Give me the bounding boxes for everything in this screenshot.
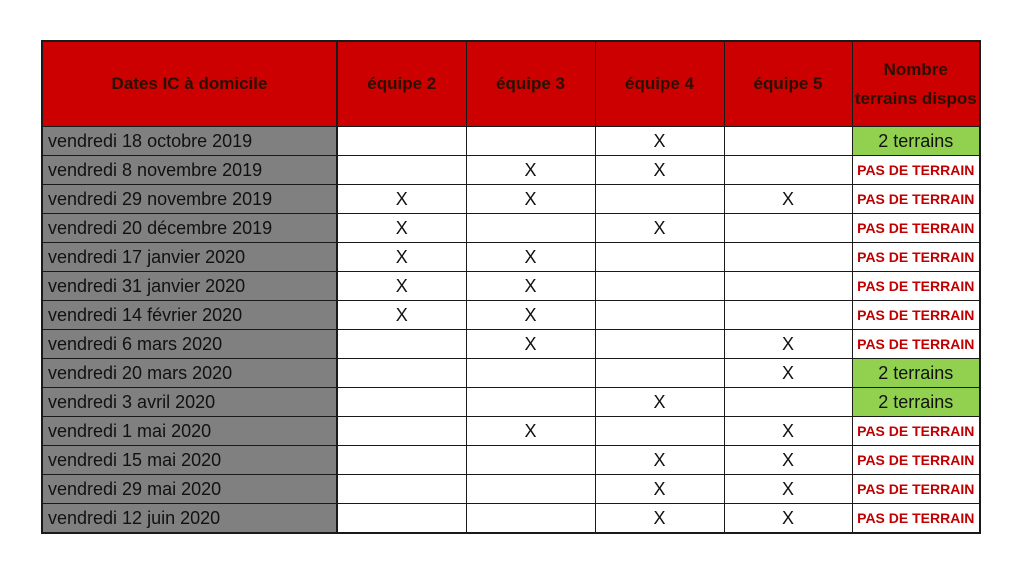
table-row — [42, 475, 980, 504]
table-row — [42, 214, 980, 243]
team-5-mark — [724, 301, 852, 330]
field-count-cell: PAS DE TERRAIN — [852, 504, 980, 534]
team-3-mark — [466, 214, 595, 243]
date-cell: vendredi 12 juin 2020 — [42, 504, 337, 534]
team-3-mark: X — [466, 417, 595, 446]
team-5-mark: X — [724, 475, 852, 504]
team-4-mark: X — [595, 504, 724, 534]
table-row — [42, 417, 980, 446]
field-count-cell: 2 terrains — [852, 359, 980, 388]
date-cell: vendredi 14 février 2020 — [42, 301, 337, 330]
date-cell: vendredi 1 mai 2020 — [42, 417, 337, 446]
team-4-mark: X — [595, 475, 724, 504]
team-4-mark — [595, 272, 724, 301]
team-2-mark: X — [337, 301, 466, 330]
date-cell: vendredi 15 mai 2020 — [42, 446, 337, 475]
team-3-mark: X — [466, 272, 595, 301]
schedule-body — [42, 127, 980, 534]
team-4-mark: X — [595, 214, 724, 243]
team-4-mark — [595, 330, 724, 359]
team-3-mark: X — [466, 301, 595, 330]
table-row — [42, 446, 980, 475]
team-2-mark — [337, 446, 466, 475]
date-cell: vendredi 3 avril 2020 — [42, 388, 337, 417]
team-5-mark — [724, 388, 852, 417]
table-row — [42, 301, 980, 330]
field-count-cell: PAS DE TERRAIN — [852, 301, 980, 330]
team-2-mark — [337, 388, 466, 417]
team-5-mark: X — [724, 185, 852, 214]
team-5-mark: X — [724, 417, 852, 446]
team-2-mark — [337, 127, 466, 156]
team-4-mark: X — [595, 388, 724, 417]
header-field-count: Nombre terrains dispos — [852, 41, 980, 127]
team-3-mark — [466, 388, 595, 417]
field-count-cell: PAS DE TERRAIN — [852, 185, 980, 214]
field-count-cell: PAS DE TERRAIN — [852, 330, 980, 359]
field-count-cell: PAS DE TERRAIN — [852, 243, 980, 272]
date-cell: vendredi 17 janvier 2020 — [42, 243, 337, 272]
team-4-mark: X — [595, 156, 724, 185]
team-2-mark: X — [337, 243, 466, 272]
table-row — [42, 272, 980, 301]
team-2-mark — [337, 156, 466, 185]
team-2-mark: X — [337, 272, 466, 301]
team-5-mark — [724, 272, 852, 301]
date-cell: vendredi 18 octobre 2019 — [42, 127, 337, 156]
table-row — [42, 330, 980, 359]
table-row — [42, 243, 980, 272]
team-2-mark — [337, 504, 466, 534]
team-3-mark — [466, 359, 595, 388]
table-row — [42, 359, 980, 388]
team-3-mark — [466, 475, 595, 504]
team-4-mark — [595, 243, 724, 272]
team-4-mark — [595, 301, 724, 330]
team-2-mark — [337, 417, 466, 446]
team-4-mark — [595, 417, 724, 446]
field-count-cell: PAS DE TERRAIN — [852, 156, 980, 185]
team-2-mark — [337, 359, 466, 388]
field-count-cell: PAS DE TERRAIN — [852, 446, 980, 475]
team-5-mark — [724, 243, 852, 272]
team-3-mark: X — [466, 243, 595, 272]
field-count-cell: 2 terrains — [852, 127, 980, 156]
team-4-mark — [595, 359, 724, 388]
team-2-mark — [337, 475, 466, 504]
date-cell: vendredi 20 décembre 2019 — [42, 214, 337, 243]
field-count-cell: PAS DE TERRAIN — [852, 214, 980, 243]
team-3-mark: X — [466, 330, 595, 359]
team-5-mark — [724, 214, 852, 243]
header-team-4: équipe 4 — [595, 41, 724, 127]
team-3-mark: X — [466, 185, 595, 214]
date-cell: vendredi 6 mars 2020 — [42, 330, 337, 359]
team-4-mark — [595, 185, 724, 214]
team-3-mark — [466, 504, 595, 534]
team-2-mark — [337, 330, 466, 359]
team-2-mark: X — [337, 185, 466, 214]
table-row — [42, 185, 980, 214]
field-count-cell: PAS DE TERRAIN — [852, 417, 980, 446]
field-count-cell: 2 terrains — [852, 388, 980, 417]
team-4-mark: X — [595, 446, 724, 475]
table-row — [42, 388, 980, 417]
team-3-mark — [466, 446, 595, 475]
header-row — [42, 41, 980, 127]
header-team-2: équipe 2 — [337, 41, 466, 127]
team-4-mark: X — [595, 127, 724, 156]
table-row — [42, 504, 980, 534]
field-count-cell: PAS DE TERRAIN — [852, 475, 980, 504]
date-cell: vendredi 31 janvier 2020 — [42, 272, 337, 301]
team-5-mark: X — [724, 504, 852, 534]
team-5-mark — [724, 156, 852, 185]
team-5-mark — [724, 127, 852, 156]
field-count-cell: PAS DE TERRAIN — [852, 272, 980, 301]
table-row — [42, 127, 980, 156]
date-cell: vendredi 8 novembre 2019 — [42, 156, 337, 185]
team-2-mark: X — [337, 214, 466, 243]
date-cell: vendredi 29 novembre 2019 — [42, 185, 337, 214]
team-5-mark: X — [724, 446, 852, 475]
team-3-mark — [466, 127, 595, 156]
schedule-table — [41, 40, 981, 534]
header-team-3: équipe 3 — [466, 41, 595, 127]
table-row — [42, 156, 980, 185]
date-cell: vendredi 29 mai 2020 — [42, 475, 337, 504]
team-5-mark: X — [724, 359, 852, 388]
team-5-mark: X — [724, 330, 852, 359]
header-team-5: équipe 5 — [724, 41, 852, 127]
date-cell: vendredi 20 mars 2020 — [42, 359, 337, 388]
header-dates: Dates IC à domicile — [42, 41, 337, 127]
team-3-mark: X — [466, 156, 595, 185]
